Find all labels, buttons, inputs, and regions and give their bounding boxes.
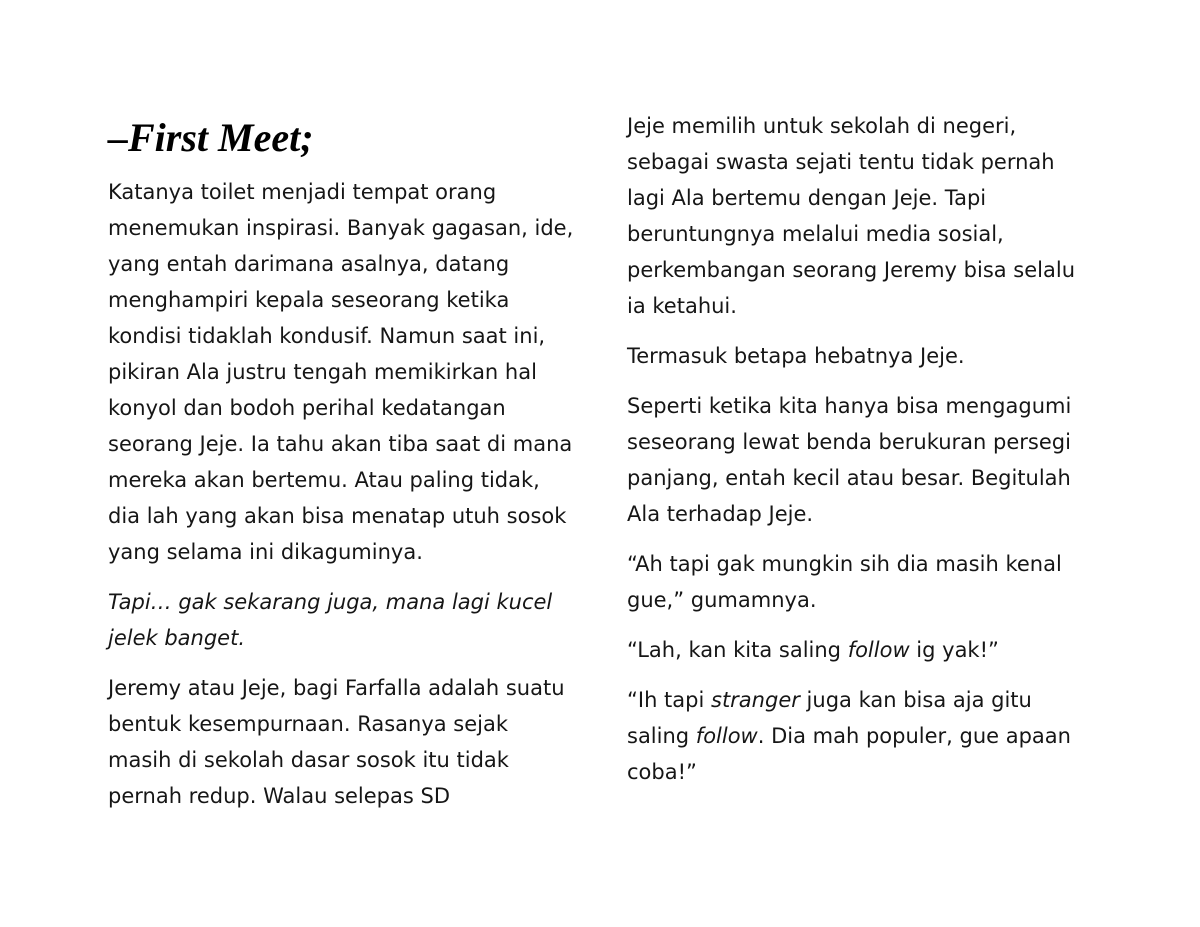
emphasis-text: follow xyxy=(847,638,910,662)
dialogue-text: ig yak!” xyxy=(909,638,999,662)
dialogue-paragraph xyxy=(627,632,1097,668)
emphasis-text: stranger xyxy=(711,688,800,712)
left-column xyxy=(108,100,578,828)
dialogue-text: juga kan bisa aja gitu saling xyxy=(627,688,1032,748)
paragraph: Seperti ketika kita hanya bisa mengagumi seseorang lewat benda berukuran persegi panjang, entah kecil atau besar. Begitulah Ala terhadap Jeje. xyxy=(627,394,1072,526)
italic-thought-paragraph: Tapi… gak sekarang juga, mana lagi kucel jelek banget. xyxy=(108,590,553,650)
dialogue-paragraph: “Ah tapi gak mungkin sih dia masih kenal gue,” gumamnya. xyxy=(627,552,1062,612)
paragraph: Jeremy atau Jeje, bagi Farfalla adalah suatu bentuk kesempurnaan. Rasanya sejak masih di sekolah dasar sosok itu tidak pernah redup. Walau selepas SD xyxy=(108,676,565,808)
dialogue-text: “Ih tapi xyxy=(627,688,711,712)
dialogue-text: “Lah, kan kita saling xyxy=(627,638,848,662)
dialogue-paragraph xyxy=(627,682,1097,790)
paragraph: Katanya toilet menjadi tempat orang menemukan inspirasi. Banyak gagasan, ide, yang entah darimana asalnya, datang menghampiri kepala seseorang ketika kondisi tidaklah kondusif. Namun saat ini, pikiran Ala justru tengah memikirkan hal konyol dan bodoh perihal kedatangan seorang Jeje. Ia tahu akan tiba saat di mana mereka akan bertemu. Atau paling tidak, dia lah yang akan bisa menatap utuh sosok yang selama ini dikaguminya. xyxy=(108,180,574,564)
dialogue-text: . Dia mah populer, gue apaan coba!” xyxy=(627,724,1071,784)
emphasis-text: follow xyxy=(695,724,758,748)
chapter-title: –First Meet; xyxy=(108,115,314,160)
paragraph: Jeje memilih untuk sekolah di negeri, sebagai swasta sejati tentu tidak pernah lagi Ala bertemu dengan Jeje. Tapi beruntungnya melalui media sosial, perkembangan seorang Jeremy bisa selalu ia ketahui. xyxy=(627,114,1076,318)
paragraph: Termasuk betapa hebatnya Jeje. xyxy=(627,344,965,368)
right-column xyxy=(627,100,1097,804)
